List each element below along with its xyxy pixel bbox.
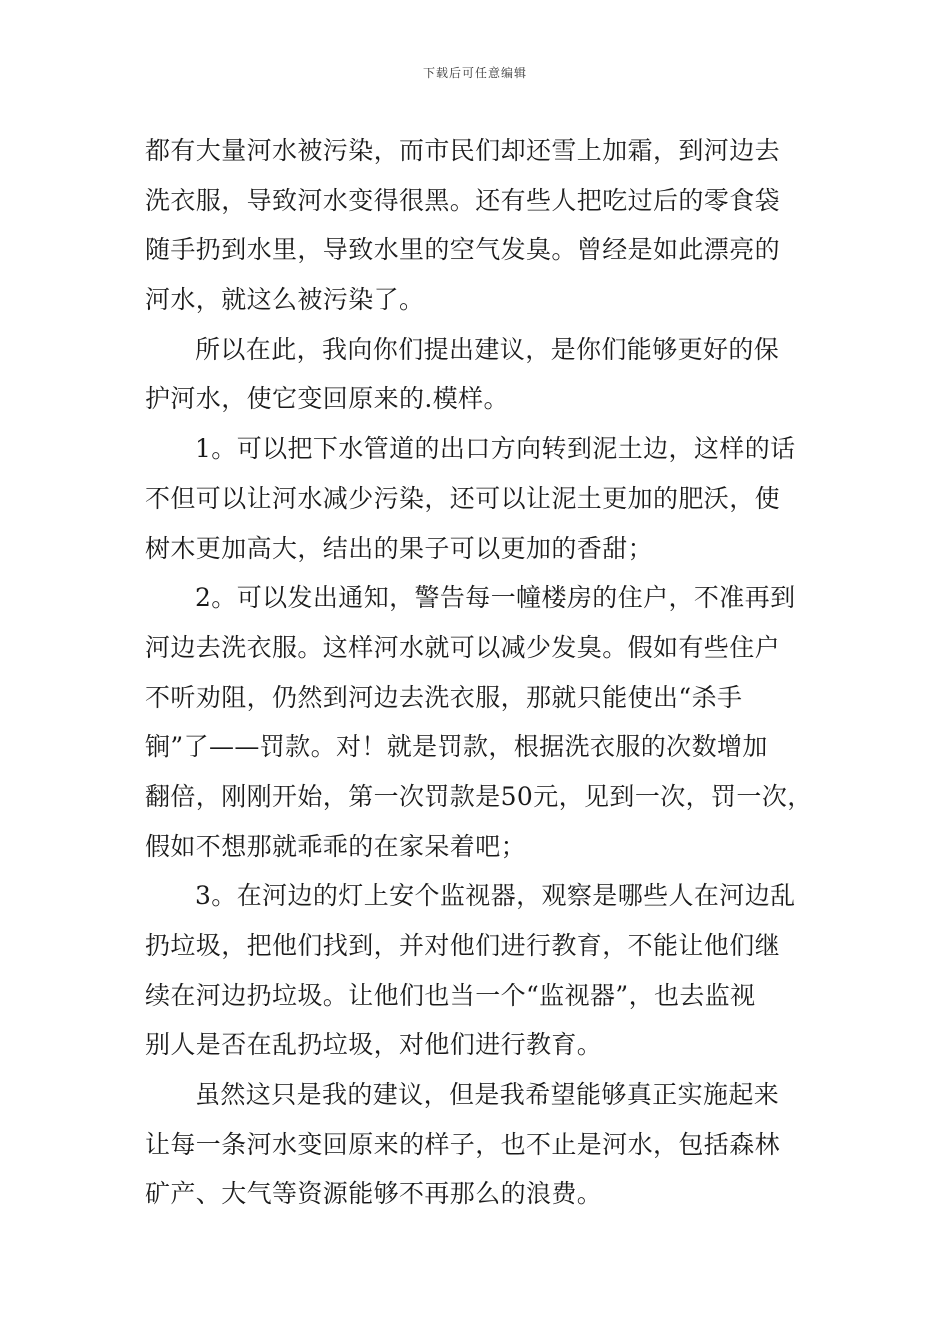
text-line: 3。在河边的灯上安个监视器，观察是哪些人在河边乱 <box>195 881 796 911</box>
text-line: 假如不想那就乖乖的在家呆着吧； <box>145 831 527 861</box>
document-body <box>145 126 813 1219</box>
text-line: 不听劝阻，仍然到河边去洗衣服，那就只能使出“杀手 <box>145 682 743 712</box>
text-line: 扔垃圾，把他们找到，并对他们进行教育，不能让他们继 <box>145 931 781 960</box>
text-line: 1。可以把下水管道的出口方向转到泥土边，这样的话 <box>195 434 796 464</box>
text-line: 随手扔到水里，导致水里的空气发臭。曾经是如此漂亮的 <box>145 235 781 265</box>
text-line: 都有大量河水被污染，而市民们却还雪上加霜，到河边去 <box>145 136 781 165</box>
text-line: 2。可以发出通知，警告每一幢楼房的住户，不准再到 <box>195 583 796 613</box>
text-line: 翻倍，刚刚开始，第一次罚款是50元，见到一次，罚一次， <box>145 781 813 811</box>
text-line: 虽然这只是我的建议，但是我希望能够真正实施起来 <box>195 1080 780 1110</box>
page-header: 下载后可任意编辑 <box>422 66 527 80</box>
text-line: 洗衣服，导致河水变得很黑。还有些人把吃过后的零食袋 <box>145 185 781 215</box>
text-line: 树木更加高大，结出的果子可以更加的香甜； <box>145 533 654 563</box>
text-line: 锏”了——罚款。对！就是罚款，根据洗衣服的次数增加 <box>145 732 768 762</box>
text-line: 不但可以让河水减少污染，还可以让泥土更加的肥沃，使 <box>145 483 781 513</box>
text-line: 所以在此，我向你们提出建议，是你们能够更好的保 <box>195 334 780 364</box>
text-line: 护河水，使它变回原来的.模样。 <box>145 384 509 414</box>
text-line: 河边去洗衣服。这样河水就可以减少发臭。假如有些住户 <box>145 632 781 662</box>
text-line: 让每一条河水变回原来的样子，也不止是河水，包括森林 <box>145 1129 781 1159</box>
text-line: 别人是否在乱扔垃圾，对他们进行教育。 <box>145 1030 603 1060</box>
text-line: 矿产、大气等资源能够不再那么的浪费。 <box>145 1179 603 1209</box>
text-line: 续在河边扔垃圾。让他们也当一个“监视器”，也去监视 <box>145 980 756 1010</box>
text-line: 河水，就这么被污染了。 <box>145 285 425 315</box>
